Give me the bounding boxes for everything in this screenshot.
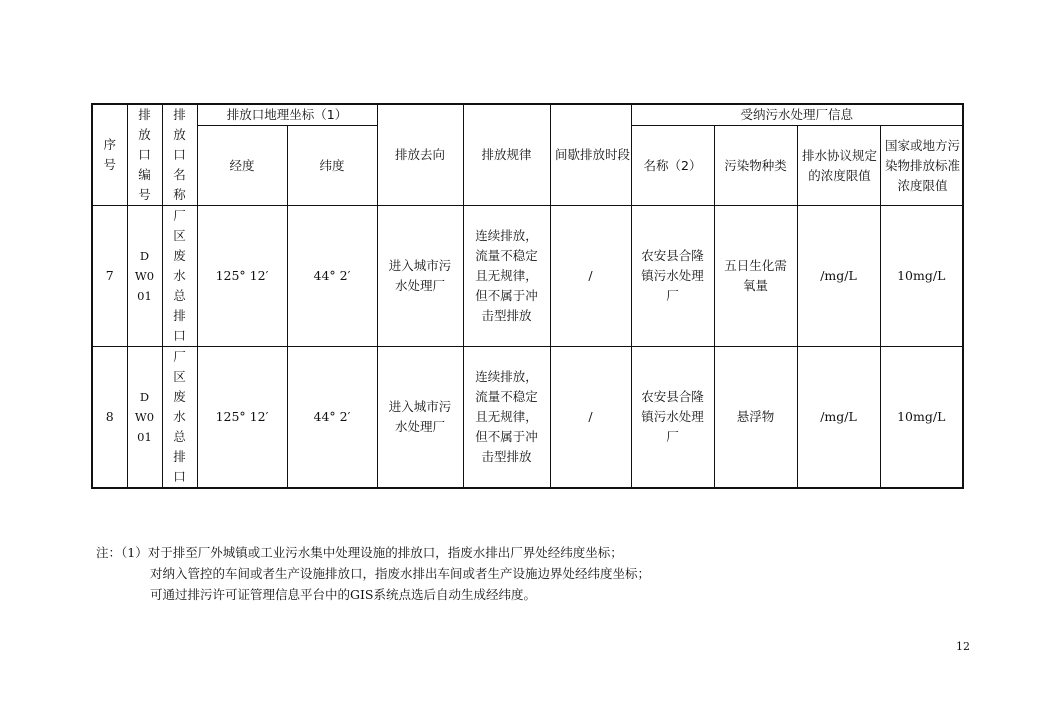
header-destination: 排放去向 xyxy=(377,104,463,206)
header-agreement-limit: 排水协议规定的浓度限值 xyxy=(797,126,880,206)
header-latitude: 纬度 xyxy=(287,126,377,206)
header-standard-limit: 国家或地方污染物排放标准浓度限值 xyxy=(880,126,963,206)
cell-pattern: 连续排放，流量不稳定且无规律，但不属于冲击型排放 xyxy=(463,347,550,489)
cell-destination: 进入城市污水处理厂 xyxy=(377,206,463,347)
cell-plant-name: 农安县合隆镇污水处理厂 xyxy=(631,206,714,347)
cell-longitude: 125° 12′ xyxy=(197,347,287,489)
header-coords: 排放口地理坐标（1） xyxy=(197,104,377,126)
cell-latitude: 44° 2′ xyxy=(287,206,377,347)
cell-code: DW001 xyxy=(127,206,162,347)
cell-name: 厂区废水总排口 xyxy=(162,206,197,347)
header-seq: 序号 xyxy=(92,104,127,206)
cell-pattern: 连续排放，流量不稳定且无规律，但不属于冲击型排放 xyxy=(463,206,550,347)
cell-code: DW001 xyxy=(127,347,162,489)
cell-seq: 8 xyxy=(92,347,127,489)
cell-agreement-limit: /mg/L xyxy=(797,206,880,347)
header-longitude: 经度 xyxy=(197,126,287,206)
header-plant-name: 名称（2） xyxy=(631,126,714,206)
header-intermittent: 间歇排放时段 xyxy=(550,104,631,206)
header-pattern: 排放规律 xyxy=(463,104,550,206)
cell-latitude: 44° 2′ xyxy=(287,347,377,489)
notes xyxy=(96,542,650,605)
cell-destination: 进入城市污水处理厂 xyxy=(377,347,463,489)
page-number: 12 xyxy=(956,640,970,653)
cell-standard-limit: 10mg/L xyxy=(880,347,963,489)
note-line-2: 对纳入管控的车间或者生产设施排放口，指废水排出车间或者生产设施边界处经纬度坐标； xyxy=(150,566,651,581)
cell-intermittent: / xyxy=(550,347,631,489)
cell-agreement-limit: /mg/L xyxy=(797,347,880,489)
table-row xyxy=(92,206,963,347)
table-row xyxy=(92,347,963,489)
header-plant-info: 受纳污水处理厂信息 xyxy=(631,104,963,126)
cell-standard-limit: 10mg/L xyxy=(880,206,963,347)
cell-plant-name: 农安县合隆镇污水处理厂 xyxy=(631,347,714,489)
note-line-1: 注：（1）对于排至厂外城镇或工业污水集中处理设施的排放口，指废水排出厂界处经纬度坐标； xyxy=(96,545,623,560)
cell-seq: 7 xyxy=(92,206,127,347)
cell-name: 厂区废水总排口 xyxy=(162,347,197,489)
cell-pollutant: 五日生化需氧量 xyxy=(714,206,797,347)
cell-intermittent: / xyxy=(550,206,631,347)
note-line-3: 可通过排污许可证管理信息平台中的GIS系统点选后自动生成经纬度。 xyxy=(150,587,536,602)
discharge-outlet-table xyxy=(91,103,964,489)
header-outlet-name: 排放口名称 xyxy=(162,104,197,206)
cell-longitude: 125° 12′ xyxy=(197,206,287,347)
header-outlet-code: 排放口编号 xyxy=(127,104,162,206)
header-pollutant: 污染物种类 xyxy=(714,126,797,206)
cell-pollutant: 悬浮物 xyxy=(714,347,797,489)
